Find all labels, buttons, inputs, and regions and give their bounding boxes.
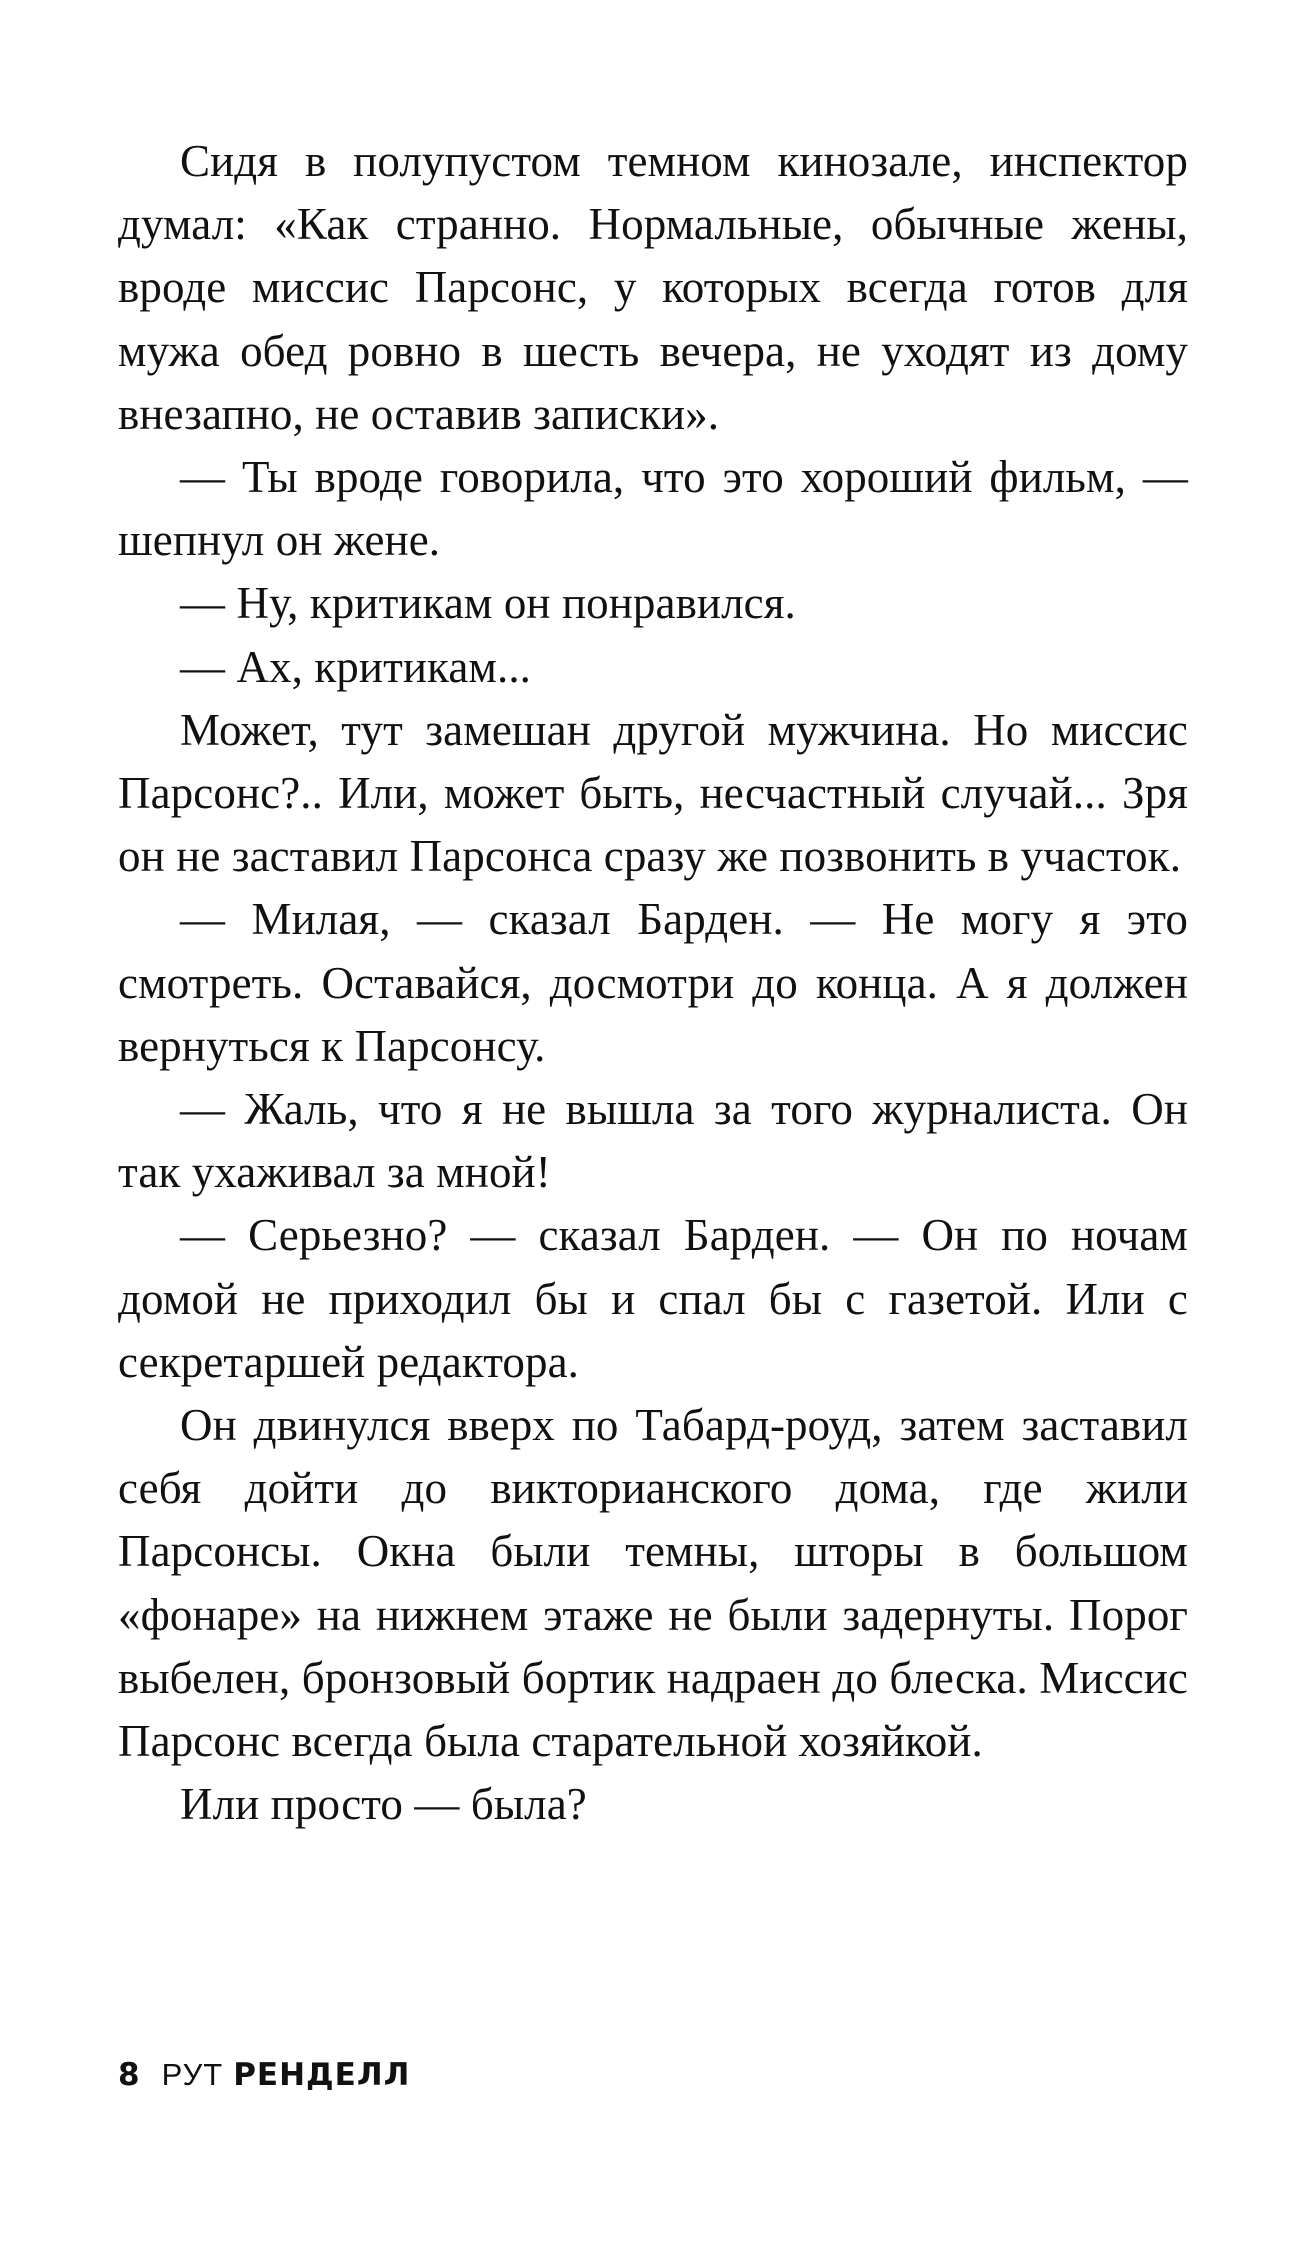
paragraph: Может, тут замешан другой мужчина. Но миссис Парсонс?.. Или, может быть, несчастный случай... Зря он не заставил Парсонса сразу же позвонить в участок. [118, 704, 1188, 882]
paragraph: — Серьезно? — сказал Барден. — Он по ночам домой не приходил бы и спал бы с газетой. Или с секретаршей редактора. [118, 1210, 1188, 1387]
paragraph: Он двинулся вверх по Табард-роуд, затем заставил себя дойти до викторианского дома, где жили Парсонсы. Окна были темны, шторы в большом «фонаре» на нижнем этаже не были задернуты. Порог выбелен, бронзовый бортик надраен до блеска. Миссис Парсонс всегда была старательной хозяйкой. [118, 1400, 1188, 1767]
paragraph: — Милая, — сказал Барден. — Не могу я это смотреть. Оставайся, досмотри до конца. А я должен вернуться к Парсонсу. [118, 894, 1188, 1071]
page-number: 8 [118, 2057, 140, 2093]
paragraph: — Ну, критикам он понравился. [180, 578, 796, 629]
paragraph: Сидя в полупустом темном кинозале, инспектор думал: «Как странно. Нормальные, обычные жены, вроде миссис Парсонс, у которых всегда готов для мужа обед ровно в шесть вечера, не уходят из дому внезапно, не оставив записки». [118, 136, 1188, 439]
author-last-name: РЕНДЕЛЛ [233, 2057, 411, 2093]
paragraph: — Ты вроде говорила, что это хороший фильм, — шепнул он жене. [118, 452, 1188, 566]
paragraph: — Ах, критикам... [180, 641, 532, 692]
paragraph: Или просто — была? [180, 1779, 587, 1830]
page-footer [118, 2055, 410, 2095]
author-first-name: РУТ [161, 2057, 224, 2092]
page-body [118, 130, 1188, 1836]
paragraph: — Жаль, что я не вышла за того журналиста. Он так ухаживал за мной! [118, 1084, 1188, 1198]
